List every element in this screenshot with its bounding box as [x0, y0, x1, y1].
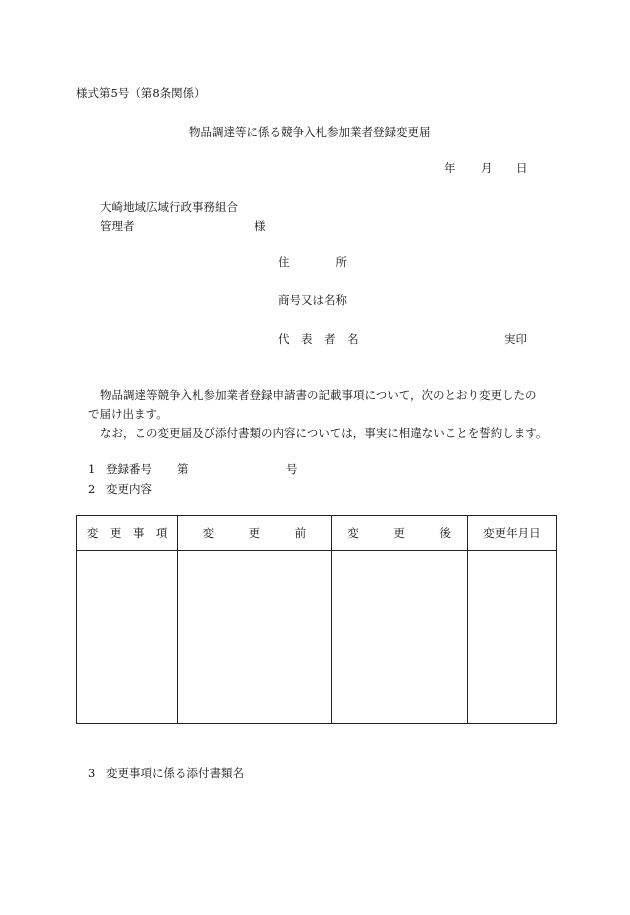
item2-number: 2	[88, 482, 96, 496]
applicant-rep-label: 代 表 者 名	[278, 332, 359, 346]
date-year: 年	[444, 161, 456, 175]
date-day: 日	[516, 161, 528, 175]
item2-label: 変更内容	[106, 482, 152, 496]
item3-label: 変更事項に係る添付書類名	[106, 766, 244, 780]
item1-dai: 第	[177, 462, 189, 476]
cell-change-date[interactable]	[467, 551, 556, 724]
form-number: 様式第5号（第8条関係）	[76, 86, 206, 100]
changes-table-header-row	[77, 516, 557, 551]
applicant-seal: 実印	[504, 332, 527, 346]
cell-after[interactable]	[331, 551, 467, 724]
header-before: 変 更 前	[178, 516, 331, 551]
recipient-role: 管理者	[100, 219, 135, 233]
recipient-org: 大崎地域広域行政事務組合	[100, 200, 238, 214]
header-after: 変 更 後	[331, 516, 467, 551]
document-title: 物品調達等に係る競争入札参加業者登録変更届	[189, 125, 431, 139]
body-para1-line2: で届け出ます。	[88, 407, 168, 421]
cell-change-item[interactable]	[77, 551, 178, 724]
body-para1-line1: 物品調達等競争入札参加業者登録申請書の記載事項について，次のとおり変更したの	[100, 388, 537, 402]
cell-before[interactable]	[178, 551, 331, 724]
applicant-address-label: 住 所	[278, 255, 347, 269]
item1-go: 号	[286, 462, 298, 476]
item1-number: 1	[88, 462, 96, 476]
item3-number: 3	[88, 766, 96, 780]
item1-label: 登録番号	[106, 462, 152, 476]
changes-table	[76, 515, 557, 724]
date-month: 月	[481, 161, 493, 175]
changes-table-row	[77, 551, 557, 724]
recipient-honorific: 様	[254, 219, 266, 233]
applicant-name-label: 商号又は名称	[278, 293, 347, 307]
header-change-item: 変 更 事 項	[77, 516, 178, 551]
header-change-date: 変更年月日	[467, 516, 556, 551]
body-para2: なお，この変更届及び添付書類の内容については，事実に相違ないことを誓約します。	[100, 426, 548, 440]
